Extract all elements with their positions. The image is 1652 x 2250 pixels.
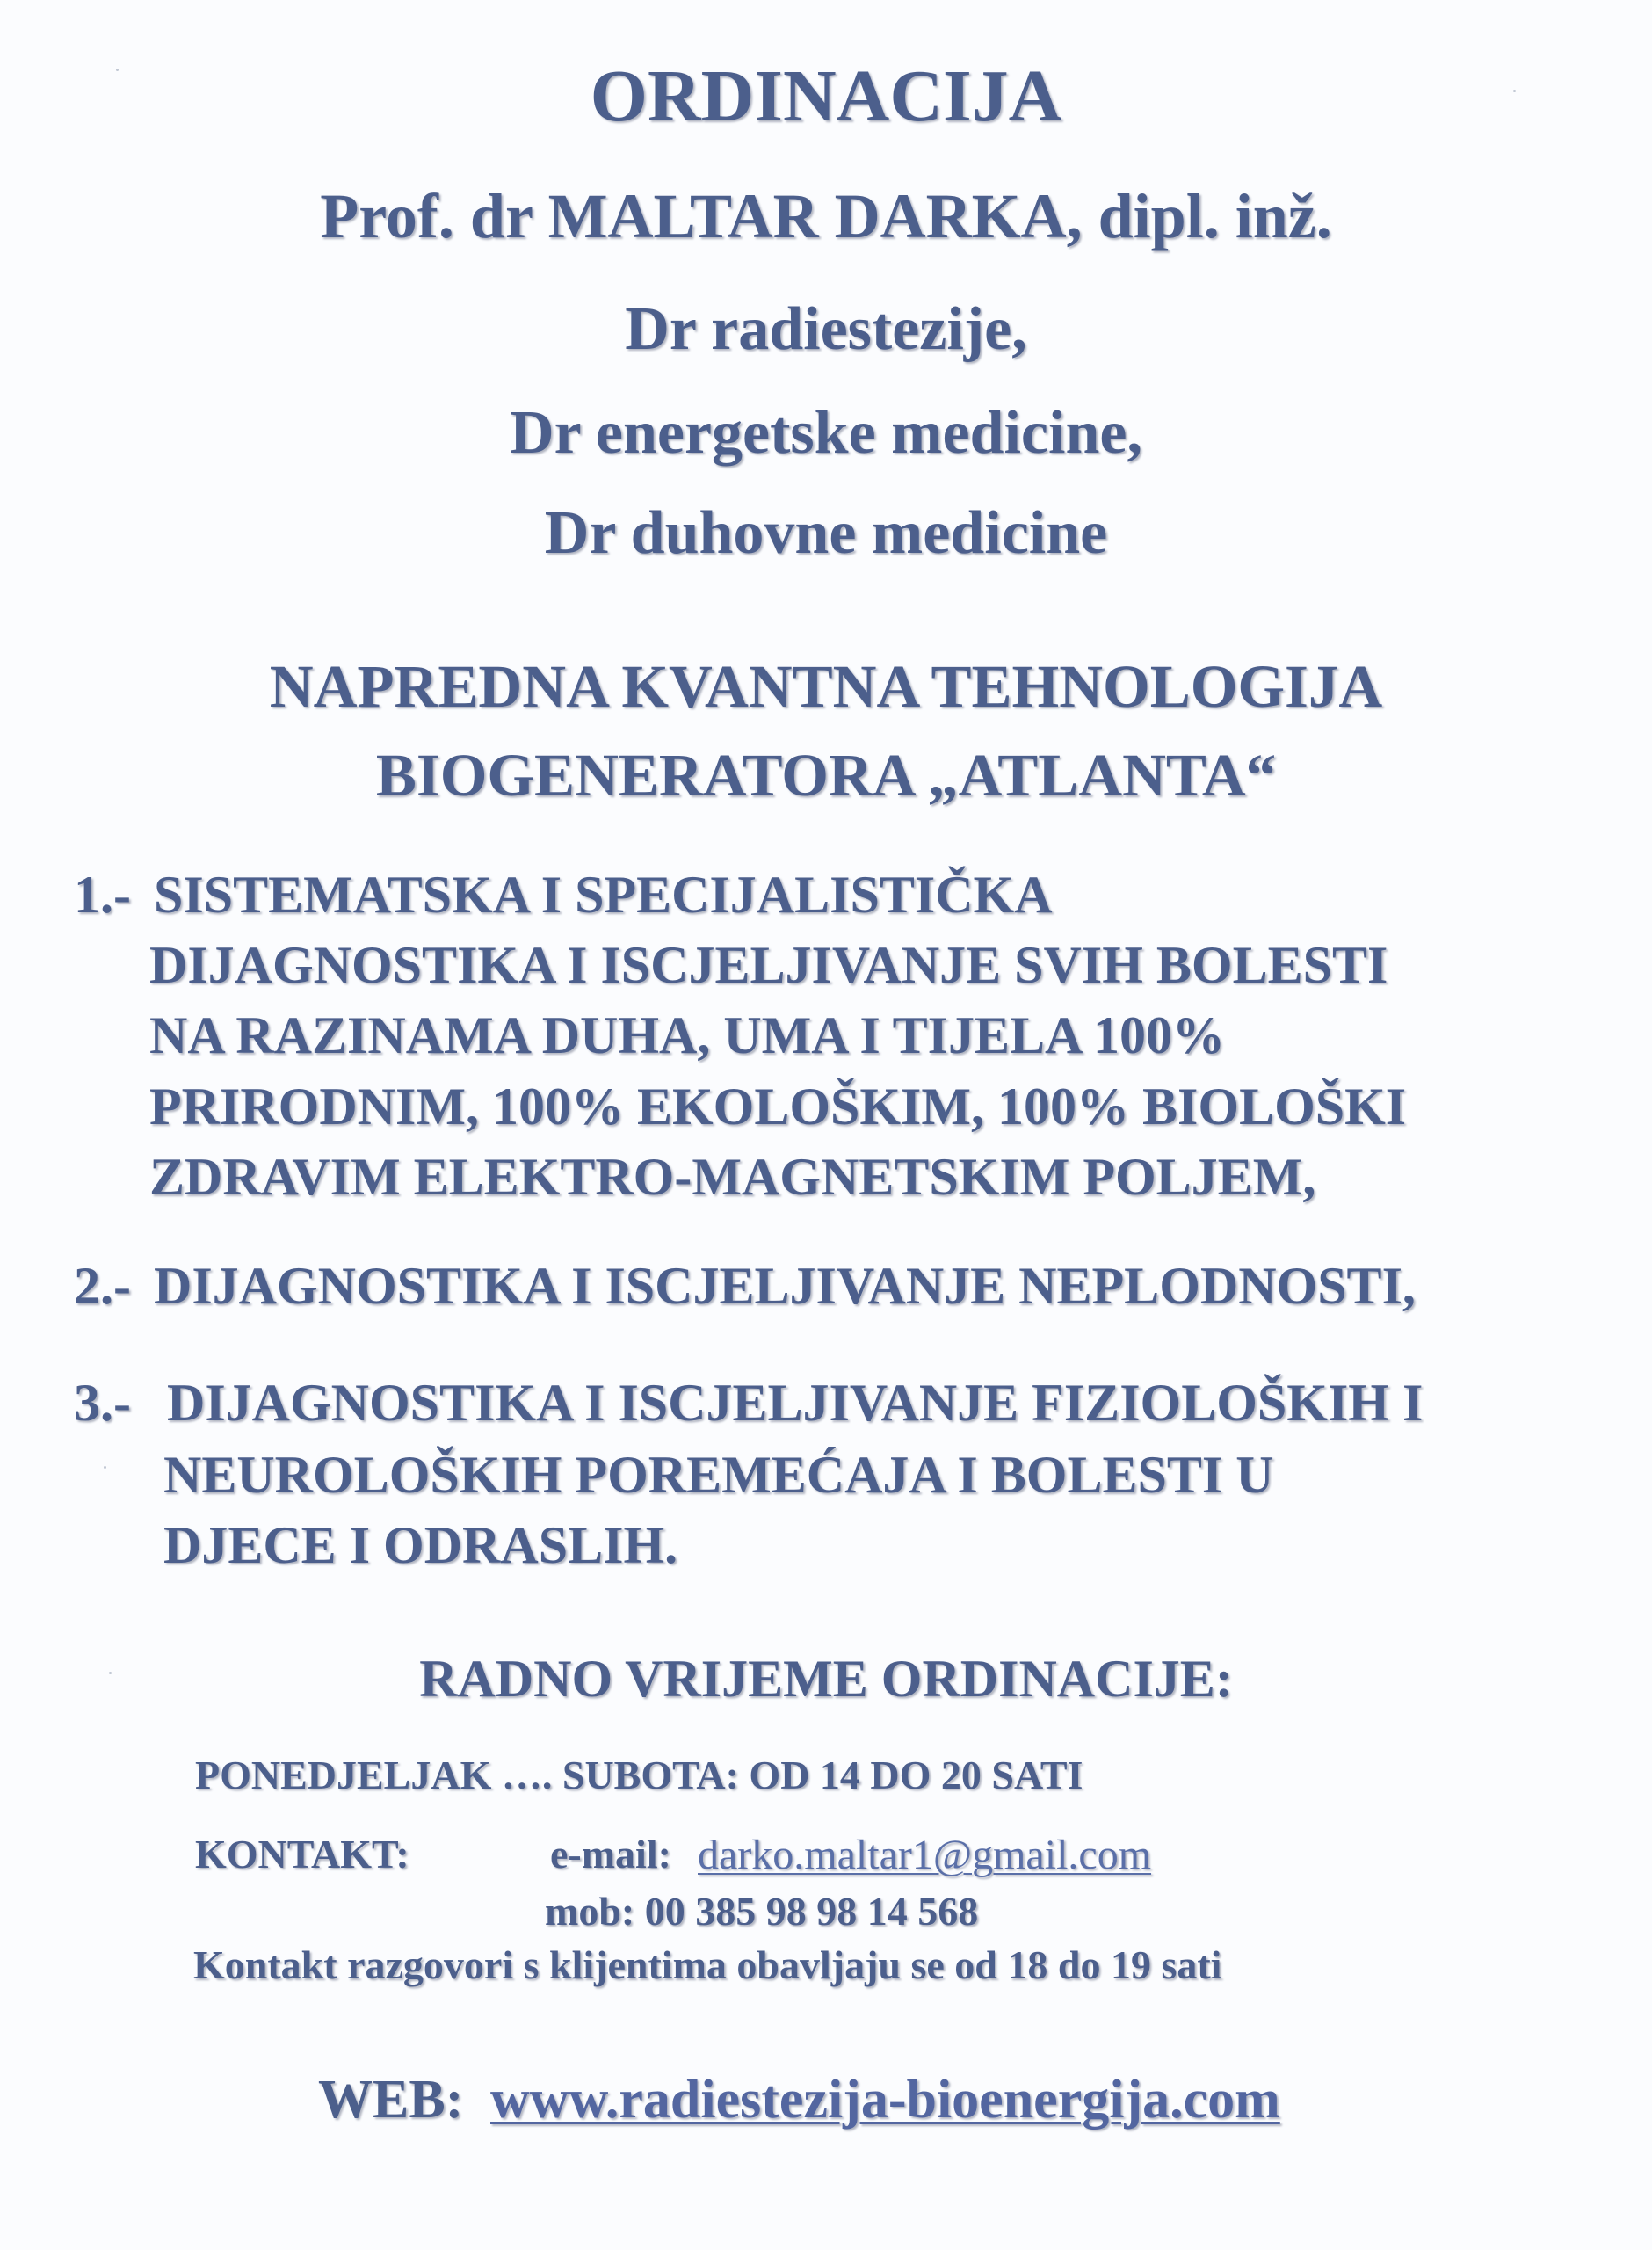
technology-line-1: NAPREDNA KVANTNA TEHNOLOGIJA (269, 653, 1383, 720)
service-1-line-1: SISTEMATSKA I SPECIJALISTIČKA (154, 866, 1053, 924)
contact-note: Kontakt razgovori s klijentima obavljaju se od 18 do 19 sati (193, 1942, 1222, 1987)
service-1-line-5: ZDRAVIM ELEKTRO-MAGNETSKIM POLJEM, (149, 1148, 1316, 1206)
service-3-number: 3.- (74, 1374, 131, 1432)
doctor-title-3: Dr duhovne medicine (544, 499, 1108, 567)
mobile-number: mob: 00 385 98 98 14 568 (545, 1889, 979, 1934)
doctor-title-2: Dr energetske medicine, (510, 399, 1142, 467)
service-3-line-3: DJECE I ODRASLIH. (163, 1516, 678, 1574)
doctor-title-1: Dr radiestezije, (625, 295, 1027, 363)
service-1-line-2: DIJAGNOSTIKA I ISCJELJIVANJE SVIH BOLESTI (149, 936, 1388, 994)
web-link[interactable]: www.radiestezija-bioenergija.com (490, 2070, 1280, 2130)
email-label: e-mail: (550, 1832, 671, 1876)
service-3-line-1: DIJAGNOSTIKA I ISCJELJIVANJE FIZIOLOŠKIH I (167, 1374, 1424, 1432)
web-label: WEB: (318, 2070, 464, 2130)
doctor-name: Prof. dr MALTAR DARKA, dipl. inž. (320, 181, 1332, 251)
page-title: ORDINACIJA (590, 55, 1062, 137)
service-1-line-4: PRIRODNIM, 100% EKOLOŠKIM, 100% BIOLOŠKI (149, 1078, 1407, 1136)
service-2-line-1: DIJAGNOSTIKA I ISCJELJIVANJE NEPLODNOSTI, (154, 1257, 1416, 1315)
email-link[interactable]: darko.maltar1@gmail.com (698, 1832, 1152, 1878)
contact-label: KONTAKT: (195, 1832, 409, 1876)
hours-heading: RADNO VRIJEME ORDINACIJE: (419, 1650, 1233, 1708)
service-1-number: 1.- (74, 866, 131, 924)
technology-line-2: BIOGENERATORA „ATLANTA“ (375, 742, 1277, 809)
service-2-number: 2.- (74, 1257, 131, 1315)
scan-speck (104, 1466, 106, 1469)
hours-schedule: PONEDJELJAK …. SUBOTA: OD 14 DO 20 SATI (195, 1753, 1083, 1797)
service-1-line-3: NA RAZINAMA DUHA, UMA I TIJELA 100% (149, 1006, 1226, 1064)
service-3-line-2: NEUROLOŠKIH POREMEĆAJA I BOLESTI U (163, 1446, 1274, 1504)
